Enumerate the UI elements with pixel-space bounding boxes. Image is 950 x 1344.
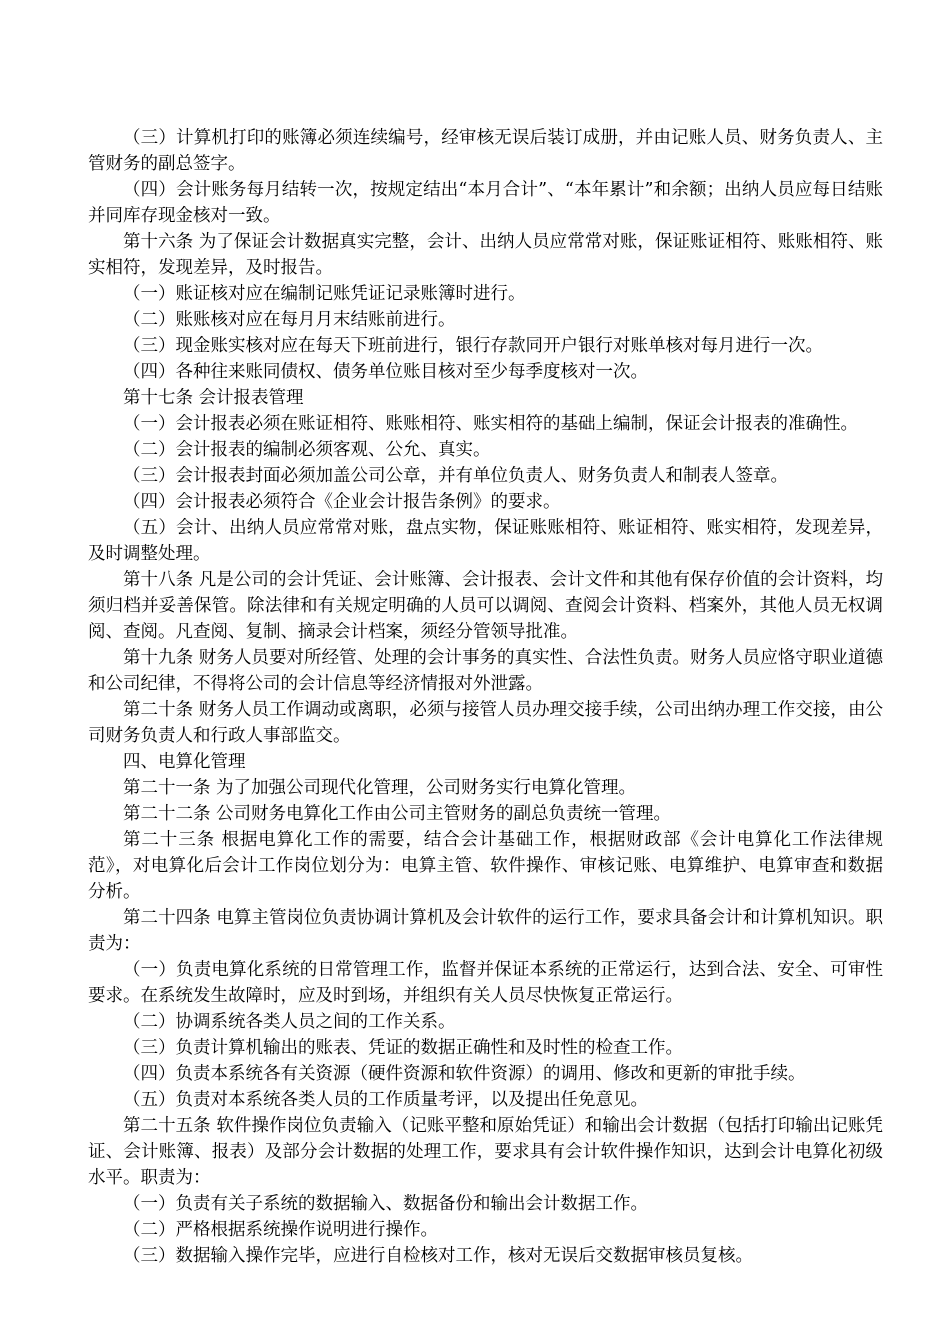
article-23: 第二十三条 根据电算化工作的需要，结合会计基础工作，根据财政部《会计电算化工作法律规范》，对电算化后会计工作岗位划分为：电算主管、软件操作、审核记账、电算维护、电算审查和数据分析。: [88, 830, 883, 902]
document-body: [88, 125, 883, 1269]
article-17: 第十七条 会计报表管理: [123, 388, 304, 408]
article-22: 第二十二条 公司财务电算化工作由公司主管财务的副总负责统一管理。: [123, 804, 672, 824]
paragraph: （二）协调系统各类人员之间的工作关系。: [123, 1012, 456, 1032]
paragraph: （一）账证核对应在编制记账凭证记录账簿时进行。: [123, 284, 526, 304]
paragraph: （三）会计报表封面必须加盖公司公章，并有单位负责人、财务负责人和制表人签章。: [123, 466, 788, 486]
paragraph: （一）负责有关子系统的数据输入、数据备份和输出会计数据工作。: [123, 1194, 648, 1214]
paragraph: （二）账账核对应在每月月末结账前进行。: [123, 310, 456, 330]
article-24: 第二十四条 电算主管岗位负责协调计算机及会计软件的运行工作，要求具备会计和计算机知识。职责为：: [88, 908, 883, 954]
article-16: 第十六条 为了保证会计数据真实完整，会计、出纳人员应常常对账，保证账证相符、账账相符、账实相符，发现差异，及时报告。: [88, 232, 883, 278]
paragraph: （五）负责对本系统各类人员的工作质量考评，以及提出任免意见。: [123, 1090, 648, 1110]
paragraph: （二）严格根据系统操作说明进行操作。: [123, 1220, 438, 1240]
paragraph: （五）会计、出纳人员应常常对账，盘点实物，保证账账相符、账证相符、账实相符，发现差异，及时调整处理。: [88, 518, 883, 564]
article-20: 第二十条 财务人员工作调动或离职，必须与接管人员办理交接手续，公司出纳办理工作交接，由公司财务负责人和行政人事部监交。: [88, 700, 883, 746]
paragraph: （三）负责计算机输出的账表、凭证的数据正确性和及时性的检查工作。: [123, 1038, 683, 1058]
paragraph: （三）计算机打印的账簿必须连续编号，经审核无误后装订成册，并由记账人员、财务负责人、主管财务的副总签字。: [88, 128, 883, 174]
paragraph: （一）会计报表必须在账证相符、账账相符、账实相符的基础上编制，保证会计报表的准确性。: [123, 414, 858, 434]
paragraph: （四）会计报表必须符合《企业会计报告条例》的要求。: [123, 492, 561, 512]
article-21: 第二十一条 为了加强公司现代化管理，公司财务实行电算化管理。: [123, 778, 637, 798]
article-18: 第十八条 凡是公司的会计凭证、会计账簿、会计报表、会计文件和其他有保存价值的会计资料，均须归档并妥善保管。除法律和有关规定明确的人员可以调阅、查阅会计资料、档案外，其他人员无权调阅、查阅。凡查阅、复制、摘录会计档案，须经分管领导批准。: [88, 570, 883, 642]
paragraph: （三）数据输入操作完毕，应进行自检核对工作，核对无误后交数据审核员复核。: [123, 1246, 753, 1266]
section-heading: 四、电算化管理: [123, 752, 246, 772]
paragraph: （三）现金账实核对应在每天下班前进行，银行存款同开户银行对账单核对每月进行一次。: [123, 336, 823, 356]
paragraph: （四）各种往来账同债权、债务单位账目核对至少每季度核对一次。: [123, 362, 648, 382]
paragraph: （四）会计账务每月结转一次，按规定结出“本月合计”、“本年累计”和余额；出纳人员应每日结账并同库存现金核对一致。: [88, 180, 883, 226]
paragraph: （一）负责电算化系统的日常管理工作，监督并保证本系统的正常运行，达到合法、安全、可审性要求。在系统发生故障时，应及时到场，并组织有关人员尽快恢复正常运行。: [88, 960, 883, 1006]
article-19: 第十九条 财务人员要对所经管、处理的会计事务的真实性、合法性负责。财务人员应恪守职业道德和公司纪律，不得将公司的会计信息等经济情报对外泄露。: [88, 648, 883, 694]
paragraph: （二）会计报表的编制必须客观、公允、真实。: [123, 440, 491, 460]
paragraph: （四）负责本系统各有关资源（硬件资源和软件资源）的调用、修改和更新的审批手续。: [123, 1064, 806, 1084]
article-25: 第二十五条 软件操作岗位负责输入（记账平整和原始凭证）和输出会计数据（包括打印输出记账凭证、会计账簿、报表）及部分会计数据的处理工作，要求具有会计软件操作知识，达到会计电算化初级水平。职责为：: [88, 1116, 883, 1188]
